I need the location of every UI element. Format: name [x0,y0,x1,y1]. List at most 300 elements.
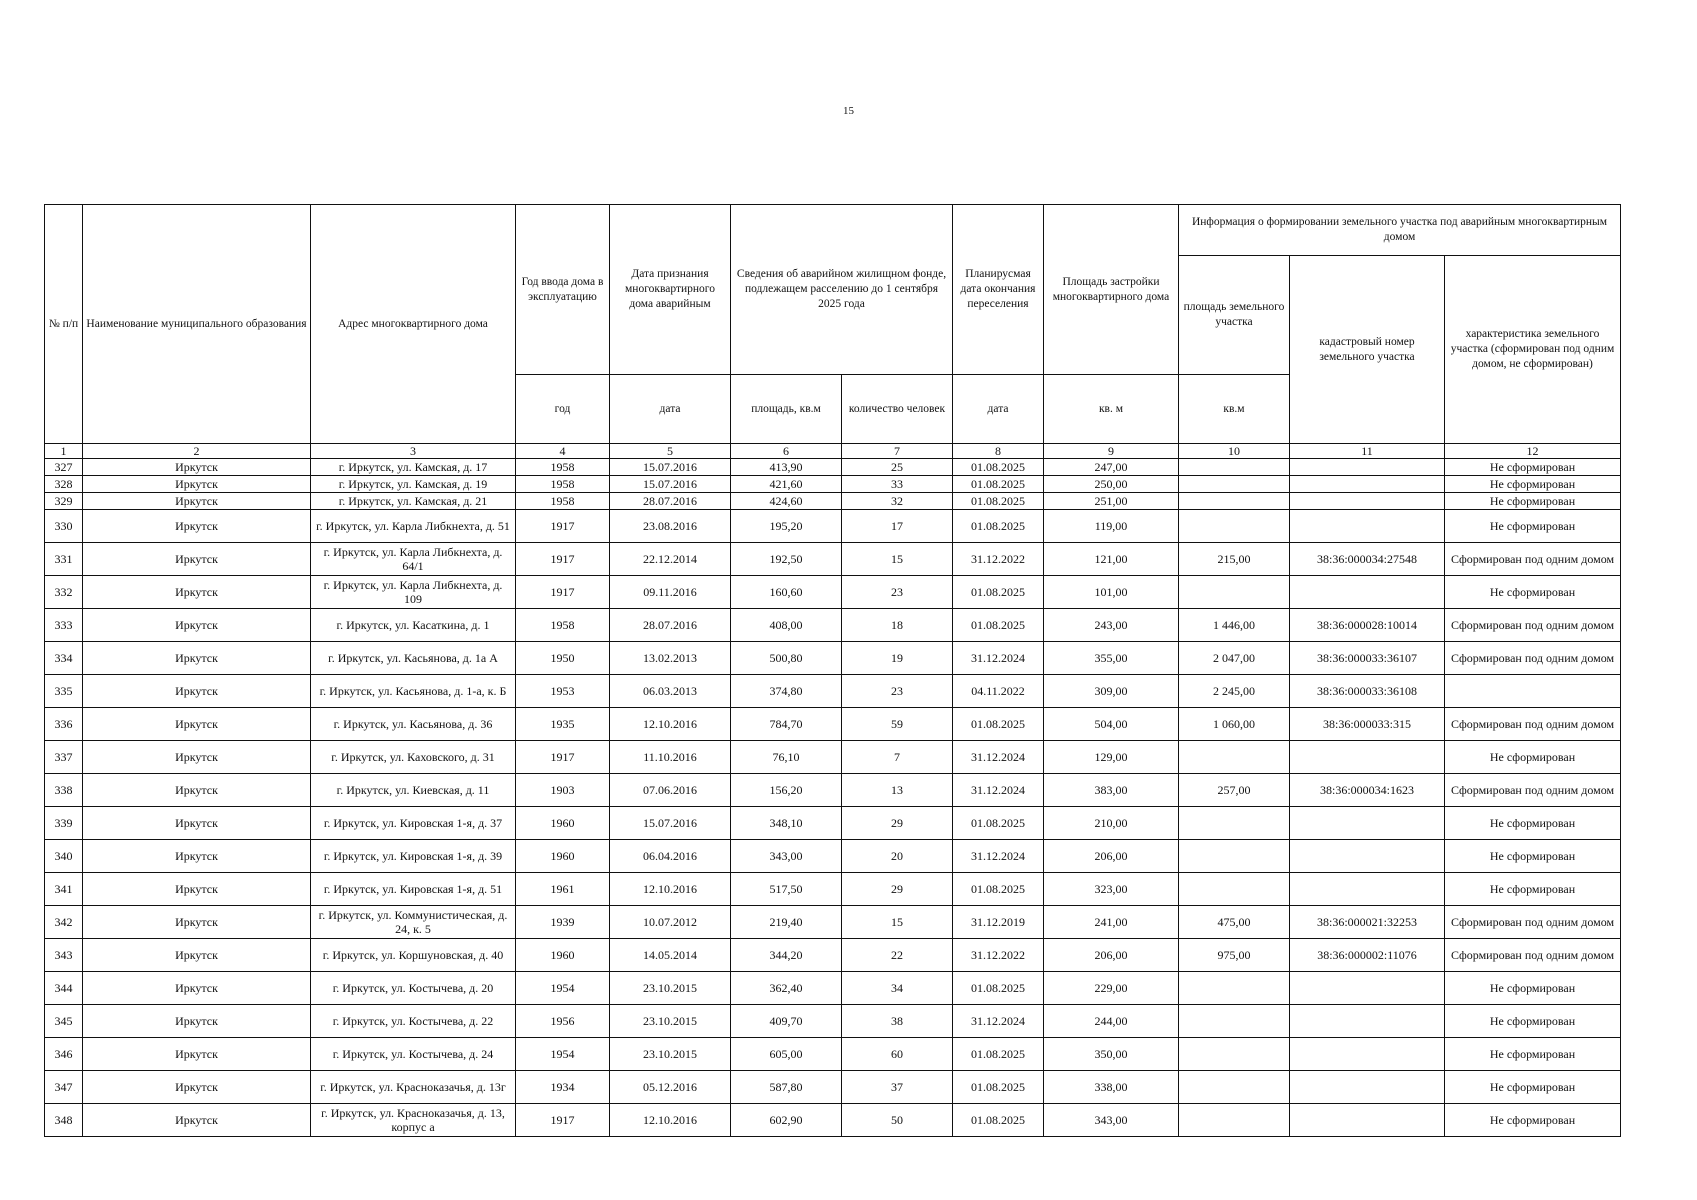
table-row [45,774,1621,807]
header-municipality: Наименование муниципального образования [83,205,311,444]
municipality-cell: Иркутск [83,576,311,609]
people-count-cell: 29 [842,807,953,840]
cadastral-number-cell [1290,1005,1445,1038]
area-cell: 602,90 [731,1104,842,1137]
planned-date-cell: 31.12.2019 [953,906,1044,939]
address-cell: г. Иркутск, ул. Кировская 1-я, д. 37 [311,807,516,840]
table-row [45,1104,1621,1137]
year-built-cell: 1953 [516,675,610,708]
year-built-cell: 1960 [516,840,610,873]
address-cell: г. Иркутск, ул. Киевская, д. 11 [311,774,516,807]
row-number: 333 [45,609,83,642]
area-cell: 362,40 [731,972,842,1005]
column-number: 8 [953,444,1044,459]
municipality-cell: Иркутск [83,807,311,840]
header-address: Адрес многоквартирного дома [311,205,516,444]
building-area-cell: 355,00 [1044,642,1179,675]
land-status-cell: Не сформирован [1445,807,1621,840]
planned-date-cell: 01.08.2025 [953,459,1044,476]
year-built-cell: 1917 [516,741,610,774]
land-area-cell [1179,459,1290,476]
people-count-cell: 18 [842,609,953,642]
municipality-cell: Иркутск [83,1005,311,1038]
land-area-cell [1179,1104,1290,1137]
land-status-cell: Не сформирован [1445,741,1621,774]
recognition-date-cell: 11.10.2016 [610,741,731,774]
row-number: 335 [45,675,83,708]
table-body [45,459,1621,1137]
land-status-cell: Не сформирован [1445,459,1621,476]
recognition-date-cell: 15.07.2016 [610,807,731,840]
row-number: 332 [45,576,83,609]
year-built-cell: 1954 [516,972,610,1005]
land-status-cell: Не сформирован [1445,576,1621,609]
planned-date-cell: 31.12.2024 [953,1005,1044,1038]
planned-date-cell: 01.08.2025 [953,807,1044,840]
year-built-cell: 1956 [516,1005,610,1038]
recognition-date-cell: 23.10.2015 [610,972,731,1005]
people-count-cell: 50 [842,1104,953,1137]
planned-date-cell: 01.08.2025 [953,476,1044,493]
building-area-cell: 338,00 [1044,1071,1179,1104]
row-number: 348 [45,1104,83,1137]
area-cell: 587,80 [731,1071,842,1104]
municipality-cell: Иркутск [83,476,311,493]
year-built-cell: 1958 [516,609,610,642]
year-built-cell: 1960 [516,939,610,972]
people-count-cell: 25 [842,459,953,476]
address-cell: г. Иркутск, ул. Камская, д. 21 [311,493,516,510]
planned-date-cell: 31.12.2022 [953,939,1044,972]
cadastral-number-cell [1290,840,1445,873]
land-area-cell [1179,510,1290,543]
planned-date-cell: 01.08.2025 [953,493,1044,510]
land-status-cell: Не сформирован [1445,873,1621,906]
cadastral-number-cell: 38:36:000033:315 [1290,708,1445,741]
address-cell: г. Иркутск, ул. Костычева, д. 22 [311,1005,516,1038]
cadastral-number-cell [1290,1071,1445,1104]
recognition-date-cell: 06.04.2016 [610,840,731,873]
table-row [45,741,1621,774]
row-number: 338 [45,774,83,807]
cadastral-number-cell [1290,493,1445,510]
recognition-date-cell: 22.12.2014 [610,543,731,576]
header-unit-date: дата [610,375,731,444]
row-number: 339 [45,807,83,840]
area-cell: 421,60 [731,476,842,493]
column-number: 2 [83,444,311,459]
address-cell: г. Иркутск, ул. Красноказачья, д. 13г [311,1071,516,1104]
cadastral-number-cell: 38:36:000033:36107 [1290,642,1445,675]
column-number: 10 [1179,444,1290,459]
header-info-emergency: Сведения об аварийном жилищном фонде, подлежащем расселению до 1 сентября 2025 года [731,205,953,375]
land-area-cell: 1 060,00 [1179,708,1290,741]
people-count-cell: 19 [842,642,953,675]
municipality-cell: Иркутск [83,1104,311,1137]
land-status-cell: Не сформирован [1445,510,1621,543]
people-count-cell: 60 [842,1038,953,1071]
row-number: 334 [45,642,83,675]
planned-date-cell: 31.12.2022 [953,543,1044,576]
municipality-cell: Иркутск [83,939,311,972]
people-count-cell: 37 [842,1071,953,1104]
recognition-date-cell: 10.07.2012 [610,906,731,939]
cadastral-number-cell [1290,1104,1445,1137]
row-number: 327 [45,459,83,476]
table-row [45,510,1621,543]
header-land-char: характеристика земельного участка (сформирован под одним домом, не сформирован) [1445,256,1621,444]
land-area-cell: 975,00 [1179,939,1290,972]
table-row [45,543,1621,576]
address-cell: г. Иркутск, ул. Камская, д. 17 [311,459,516,476]
recognition-date-cell: 05.12.2016 [610,1071,731,1104]
land-area-cell [1179,840,1290,873]
people-count-cell: 13 [842,774,953,807]
row-number: 336 [45,708,83,741]
header-planned-date: Планирусмая дата окончания переселения [953,205,1044,375]
address-cell: г. Иркутск, ул. Каховского, д. 31 [311,741,516,774]
land-area-cell [1179,1038,1290,1071]
table-row [45,1038,1621,1071]
recognition-date-cell: 07.06.2016 [610,774,731,807]
people-count-cell: 7 [842,741,953,774]
building-area-cell: 504,00 [1044,708,1179,741]
municipality-cell: Иркутск [83,1038,311,1071]
header-land-info: Информация о формировании земельного участка под аварийным многоквартирным домом [1179,205,1621,256]
land-status-cell: Не сформирован [1445,493,1621,510]
planned-date-cell: 01.08.2025 [953,708,1044,741]
table-header [45,205,1621,459]
area-cell: 374,80 [731,675,842,708]
building-area-cell: 119,00 [1044,510,1179,543]
recognition-date-cell: 15.07.2016 [610,476,731,493]
header-recognition-date: Дата признания многоквартирного дома аварийным [610,205,731,375]
year-built-cell: 1934 [516,1071,610,1104]
land-area-cell: 257,00 [1179,774,1290,807]
building-area-cell: 210,00 [1044,807,1179,840]
municipality-cell: Иркутск [83,510,311,543]
address-cell: г. Иркутск, ул. Карла Либкнехта, д. 64/1 [311,543,516,576]
recognition-date-cell: 13.02.2013 [610,642,731,675]
column-number: 3 [311,444,516,459]
header-unit-people: количество человек [842,375,953,444]
table-row [45,939,1621,972]
land-area-cell [1179,807,1290,840]
year-built-cell: 1961 [516,873,610,906]
year-built-cell: 1939 [516,906,610,939]
address-cell: г. Иркутск, ул. Карла Либкнехта, д. 51 [311,510,516,543]
land-status-cell: Сформирован под одним домом [1445,609,1621,642]
building-area-cell: 206,00 [1044,939,1179,972]
area-cell: 424,60 [731,493,842,510]
row-number: 331 [45,543,83,576]
land-status-cell: Сформирован под одним домом [1445,543,1621,576]
address-cell: г. Иркутск, ул. Касаткина, д. 1 [311,609,516,642]
building-area-cell: 383,00 [1044,774,1179,807]
municipality-cell: Иркутск [83,1071,311,1104]
row-number: 343 [45,939,83,972]
column-number: 5 [610,444,731,459]
row-number: 341 [45,873,83,906]
row-number: 328 [45,476,83,493]
row-number: 340 [45,840,83,873]
table-row [45,972,1621,1005]
recognition-date-cell: 12.10.2016 [610,873,731,906]
municipality-cell: Иркутск [83,741,311,774]
cadastral-number-cell: 38:36:000002:11076 [1290,939,1445,972]
table-row [45,807,1621,840]
people-count-cell: 20 [842,840,953,873]
row-number: 347 [45,1071,83,1104]
year-built-cell: 1960 [516,807,610,840]
row-number: 330 [45,510,83,543]
building-area-cell: 247,00 [1044,459,1179,476]
people-count-cell: 33 [842,476,953,493]
table-row [45,906,1621,939]
area-cell: 413,90 [731,459,842,476]
municipality-cell: Иркутск [83,774,311,807]
building-area-cell: 323,00 [1044,873,1179,906]
area-cell: 76,10 [731,741,842,774]
municipality-cell: Иркутск [83,493,311,510]
address-cell: г. Иркутск, ул. Костычева, д. 24 [311,1038,516,1071]
row-number: 329 [45,493,83,510]
land-status-cell: Не сформирован [1445,1104,1621,1137]
year-built-cell: 1917 [516,1104,610,1137]
land-area-cell: 215,00 [1179,543,1290,576]
recognition-date-cell: 15.07.2016 [610,459,731,476]
planned-date-cell: 01.08.2025 [953,510,1044,543]
address-cell: г. Иркутск, ул. Коршуновская, д. 40 [311,939,516,972]
area-cell: 517,50 [731,873,842,906]
cadastral-number-cell: 38:36:000034:27548 [1290,543,1445,576]
municipality-cell: Иркутск [83,675,311,708]
column-number-row [45,444,1621,459]
table-row [45,1005,1621,1038]
year-built-cell: 1958 [516,493,610,510]
year-built-cell: 1958 [516,476,610,493]
land-status-cell: Не сформирован [1445,840,1621,873]
area-cell: 343,00 [731,840,842,873]
recognition-date-cell: 23.08.2016 [610,510,731,543]
municipality-cell: Иркутск [83,873,311,906]
address-cell: г. Иркутск, ул. Карла Либкнехта, д. 109 [311,576,516,609]
row-number: 337 [45,741,83,774]
table-row [45,493,1621,510]
area-cell: 500,80 [731,642,842,675]
land-status-cell: Сформирован под одним домом [1445,774,1621,807]
planned-date-cell: 01.08.2025 [953,1104,1044,1137]
table-row [45,708,1621,741]
planned-date-cell: 01.08.2025 [953,609,1044,642]
recognition-date-cell: 14.05.2014 [610,939,731,972]
cadastral-number-cell: 38:36:000028:10014 [1290,609,1445,642]
recognition-date-cell: 23.10.2015 [610,1005,731,1038]
land-status-cell: Сформирован под одним домом [1445,939,1621,972]
emergency-housing-table [44,204,1621,1137]
recognition-date-cell: 06.03.2013 [610,675,731,708]
row-number: 344 [45,972,83,1005]
year-built-cell: 1958 [516,459,610,476]
header-land-area: площадь земельного участка [1179,256,1290,375]
people-count-cell: 38 [842,1005,953,1038]
cadastral-number-cell [1290,576,1445,609]
recognition-date-cell: 28.07.2016 [610,609,731,642]
municipality-cell: Иркутск [83,840,311,873]
building-area-cell: 244,00 [1044,1005,1179,1038]
address-cell: г. Иркутск, ул. Касьянова, д. 36 [311,708,516,741]
land-area-cell: 2 245,00 [1179,675,1290,708]
header-building-area: Площадь застройки многоквартирного дома [1044,205,1179,375]
land-area-cell [1179,493,1290,510]
row-number: 342 [45,906,83,939]
recognition-date-cell: 28.07.2016 [610,493,731,510]
table-row [45,642,1621,675]
building-area-cell: 343,00 [1044,1104,1179,1137]
land-area-cell [1179,576,1290,609]
land-status-cell: Сформирован под одним домом [1445,708,1621,741]
cadastral-number-cell [1290,459,1445,476]
year-built-cell: 1903 [516,774,610,807]
year-built-cell: 1917 [516,576,610,609]
cadastral-number-cell [1290,1038,1445,1071]
people-count-cell: 29 [842,873,953,906]
people-count-cell: 15 [842,906,953,939]
planned-date-cell: 04.11.2022 [953,675,1044,708]
table-row [45,576,1621,609]
land-status-cell: Сформирован под одним домом [1445,906,1621,939]
planned-date-cell: 01.08.2025 [953,972,1044,1005]
header-unit-sqm: кв. м [1044,375,1179,444]
land-status-cell: Не сформирован [1445,476,1621,493]
land-area-cell: 475,00 [1179,906,1290,939]
table-row [45,459,1621,476]
area-cell: 160,60 [731,576,842,609]
table-row [45,1071,1621,1104]
address-cell: г. Иркутск, ул. Костычева, д. 20 [311,972,516,1005]
address-cell: г. Иркутск, ул. Красноказачья, д. 13, корпус а [311,1104,516,1137]
building-area-cell: 101,00 [1044,576,1179,609]
header-unit-year: год [516,375,610,444]
area-cell: 784,70 [731,708,842,741]
recognition-date-cell: 12.10.2016 [610,708,731,741]
table-row [45,675,1621,708]
land-status-cell: Сформирован под одним домом [1445,642,1621,675]
page-number: 15 [843,105,854,117]
column-number: 7 [842,444,953,459]
building-area-cell: 241,00 [1044,906,1179,939]
people-count-cell: 34 [842,972,953,1005]
area-cell: 195,20 [731,510,842,543]
area-cell: 192,50 [731,543,842,576]
land-status-cell [1445,675,1621,708]
building-area-cell: 243,00 [1044,609,1179,642]
municipality-cell: Иркутск [83,708,311,741]
land-area-cell [1179,1005,1290,1038]
column-number: 9 [1044,444,1179,459]
planned-date-cell: 31.12.2024 [953,774,1044,807]
planned-date-cell: 01.08.2025 [953,1071,1044,1104]
land-status-cell: Не сформирован [1445,972,1621,1005]
row-number: 345 [45,1005,83,1038]
land-area-cell: 1 446,00 [1179,609,1290,642]
building-area-cell: 121,00 [1044,543,1179,576]
people-count-cell: 59 [842,708,953,741]
cadastral-number-cell [1290,476,1445,493]
column-number: 1 [45,444,83,459]
header-unit-date2: дата [953,375,1044,444]
planned-date-cell: 31.12.2024 [953,840,1044,873]
building-area-cell: 129,00 [1044,741,1179,774]
people-count-cell: 23 [842,675,953,708]
area-cell: 344,20 [731,939,842,972]
people-count-cell: 15 [842,543,953,576]
planned-date-cell: 01.08.2025 [953,873,1044,906]
building-area-cell: 229,00 [1044,972,1179,1005]
land-area-cell: 2 047,00 [1179,642,1290,675]
header-unit-sqm2: кв.м [1179,375,1290,444]
cadastral-number-cell: 38:36:000034:1623 [1290,774,1445,807]
year-built-cell: 1917 [516,543,610,576]
people-count-cell: 23 [842,576,953,609]
people-count-cell: 17 [842,510,953,543]
address-cell: г. Иркутск, ул. Камская, д. 19 [311,476,516,493]
year-built-cell: 1954 [516,1038,610,1071]
cadastral-number-cell [1290,807,1445,840]
land-area-cell [1179,873,1290,906]
land-area-cell [1179,972,1290,1005]
cadastral-number-cell: 38:36:000033:36108 [1290,675,1445,708]
cadastral-number-cell: 38:36:000021:32253 [1290,906,1445,939]
building-area-cell: 251,00 [1044,493,1179,510]
area-cell: 348,10 [731,807,842,840]
column-number: 12 [1445,444,1621,459]
header-year-built: Год ввода дома в эксплуатацию [516,205,610,375]
year-built-cell: 1917 [516,510,610,543]
land-area-cell [1179,1071,1290,1104]
table-row [45,609,1621,642]
column-number: 4 [516,444,610,459]
recognition-date-cell: 12.10.2016 [610,1104,731,1137]
building-area-cell: 350,00 [1044,1038,1179,1071]
table-row [45,873,1621,906]
area-cell: 409,70 [731,1005,842,1038]
year-built-cell: 1935 [516,708,610,741]
address-cell: г. Иркутск, ул. Касьянова, д. 1-а, к. Б [311,675,516,708]
header-cadastral: кадастровый номер земельного участка [1290,256,1445,444]
recognition-date-cell: 09.11.2016 [610,576,731,609]
area-cell: 156,20 [731,774,842,807]
address-cell: г. Иркутск, ул. Касьянова, д. 1а А [311,642,516,675]
row-number: 346 [45,1038,83,1071]
people-count-cell: 32 [842,493,953,510]
municipality-cell: Иркутск [83,642,311,675]
cadastral-number-cell [1290,873,1445,906]
header-num: № п/п [45,205,83,444]
land-status-cell: Не сформирован [1445,1071,1621,1104]
land-status-cell: Не сформирован [1445,1005,1621,1038]
year-built-cell: 1950 [516,642,610,675]
land-area-cell [1179,741,1290,774]
planned-date-cell: 01.08.2025 [953,1038,1044,1071]
land-area-cell [1179,476,1290,493]
building-area-cell: 250,00 [1044,476,1179,493]
address-cell: г. Иркутск, ул. Кировская 1-я, д. 39 [311,840,516,873]
building-area-cell: 309,00 [1044,675,1179,708]
column-number: 11 [1290,444,1445,459]
column-number: 6 [731,444,842,459]
address-cell: г. Иркутск, ул. Коммунистическая, д. 24, к. 5 [311,906,516,939]
